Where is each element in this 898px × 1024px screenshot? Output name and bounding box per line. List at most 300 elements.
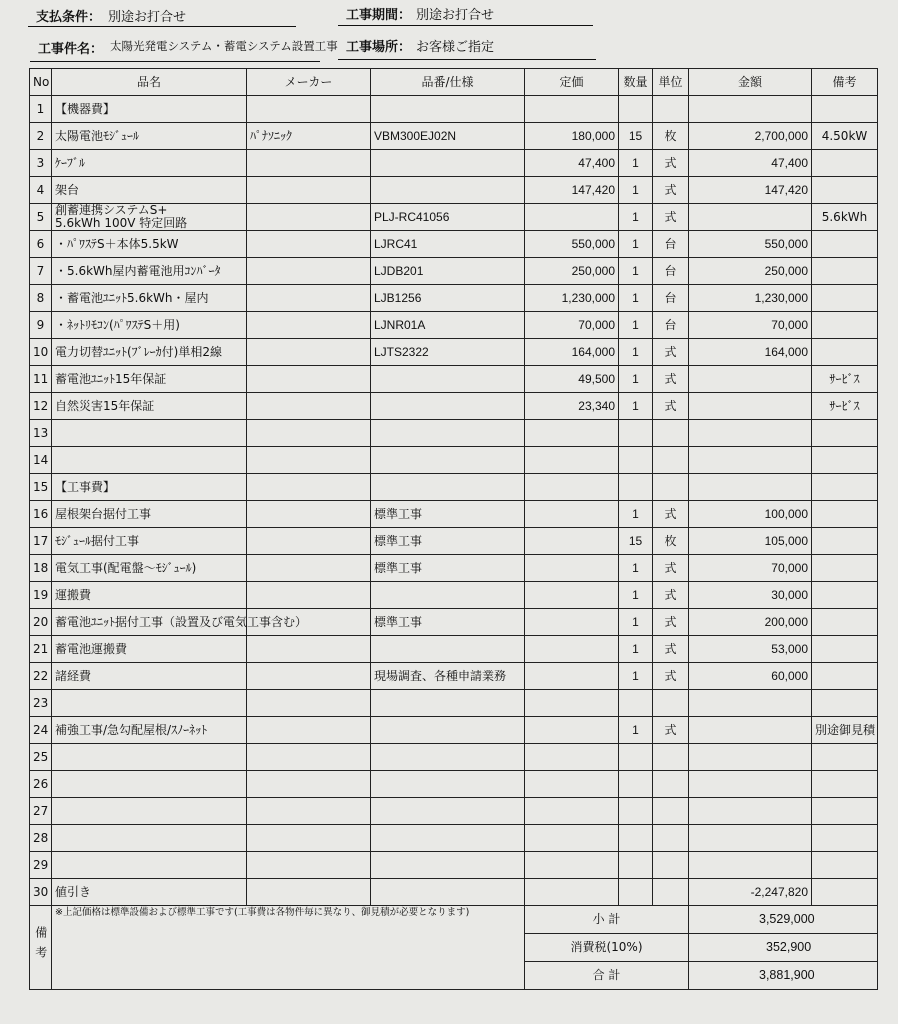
unit [653,420,689,447]
maker [247,204,371,231]
row-number: 19 [30,582,52,609]
row-number: 3 [30,150,52,177]
table-row [30,177,878,204]
list-price [525,663,619,690]
table-row [30,366,878,393]
remarks [812,690,878,717]
part-number [371,798,525,825]
item-name [52,825,247,852]
tax-value: 352,900 [689,934,878,962]
part-number: 現場調査、各種申請業務 [371,663,525,690]
maker [247,879,371,906]
construction-site-label: 工事場所： [346,40,412,55]
column-header-list-price: 定価 [525,69,619,96]
part-number [371,447,525,474]
part-number [371,420,525,447]
maker [247,177,371,204]
quantity [619,744,653,771]
list-price [525,528,619,555]
amount [689,771,812,798]
list-price: 23,340 [525,393,619,420]
remarks-label-cell [30,906,52,990]
part-number: 標準工事 [371,528,525,555]
list-price: 250,000 [525,258,619,285]
row-number: 13 [30,420,52,447]
table-row [30,474,878,501]
amount: 60,000 [689,663,812,690]
table-row [30,150,878,177]
project-name-label: 工事件名： [38,42,104,57]
table-row [30,717,878,744]
quantity: 15 [619,528,653,555]
table-header-row [30,69,878,96]
unit: 式 [653,204,689,231]
list-price: 164,000 [525,339,619,366]
list-price [525,555,619,582]
list-price [525,501,619,528]
construction-period-value: 別途お打合せ [416,8,495,23]
quantity [619,420,653,447]
item-name [52,771,247,798]
subtotal-value: 3,529,000 [689,906,878,934]
row-number: 11 [30,366,52,393]
amount: 250,000 [689,258,812,285]
table-row [30,555,878,582]
maker [247,528,371,555]
construction-period-label: 工事期間： [346,8,412,23]
quantity [619,690,653,717]
tax-label: 消費税(10%) [525,934,689,962]
amount: 47,400 [689,150,812,177]
remarks [812,798,878,825]
remarks [812,852,878,879]
estimate-table [29,68,878,990]
item-name: 蓄電池ﾕﾆｯﾄ15年保証 [52,366,247,393]
part-number [371,636,525,663]
unit [653,447,689,474]
quantity: 1 [619,231,653,258]
unit: 台 [653,258,689,285]
part-number: LJRC41 [371,231,525,258]
part-number: 標準工事 [371,555,525,582]
part-number [371,879,525,906]
row-number: 14 [30,447,52,474]
item-name-line: 創蓄連携システムS+ [55,203,168,218]
item-name [52,690,247,717]
list-price: 180,000 [525,123,619,150]
subtotal-label: 小 計 [525,906,689,934]
remarks [812,636,878,663]
unit [653,96,689,123]
unit [653,474,689,501]
project-name-value: 太陽光発電システム・蓄電システム設置工事 [110,39,338,53]
list-price [525,636,619,663]
remarks-note-cell [52,906,525,990]
row-number: 2 [30,123,52,150]
item-name: 値引き [52,879,247,906]
item-name: 屋根架台据付工事 [52,501,247,528]
column-header-maker: メーカー [247,69,371,96]
amount [689,447,812,474]
part-number: VBM300EJ02N [371,123,525,150]
unit: 台 [653,285,689,312]
list-price: 70,000 [525,312,619,339]
quantity: 1 [619,717,653,744]
table-row [30,744,878,771]
remarks [812,879,878,906]
row-number: 26 [30,771,52,798]
item-name: 運搬費 [52,582,247,609]
row-number: 12 [30,393,52,420]
remarks [812,231,878,258]
row-number: 23 [30,690,52,717]
maker [247,474,371,501]
remarks [812,177,878,204]
quantity: 1 [619,582,653,609]
quantity [619,771,653,798]
maker [247,366,371,393]
amount [689,852,812,879]
unit: 式 [653,582,689,609]
amount: 70,000 [689,555,812,582]
list-price [525,96,619,123]
row-number: 1 [30,96,52,123]
row-number: 15 [30,474,52,501]
row-number: 18 [30,555,52,582]
item-name: ﾓｼﾞｭｰﾙ据付工事 [52,528,247,555]
table-row [30,123,878,150]
maker [247,690,371,717]
item-name: ｹｰﾌﾞﾙ [52,150,247,177]
remarks [812,582,878,609]
unit [653,744,689,771]
header-underline [338,59,596,60]
table-row [30,798,878,825]
part-number [371,771,525,798]
list-price: 1,230,000 [525,285,619,312]
amount [689,366,812,393]
remarks [812,447,878,474]
amount: 2,700,000 [689,123,812,150]
remarks [812,609,878,636]
unit: 式 [653,555,689,582]
item-name [52,852,247,879]
remarks: 4.50kW [812,123,878,150]
amount [689,420,812,447]
unit [653,825,689,852]
part-number: PLJ-RC41056 [371,204,525,231]
maker [247,582,371,609]
item-name: ・蓄電池ﾕﾆｯﾄ5.6kWh・屋内 [52,285,247,312]
quantity: 1 [619,366,653,393]
maker [247,501,371,528]
item-name: ・5.6kWh屋内蓄電池用ｺﾝﾊﾞｰﾀ [52,258,247,285]
remarks: ｻｰﾋﾞｽ [812,366,878,393]
quantity: 1 [619,312,653,339]
quantity: 1 [619,150,653,177]
row-number: 29 [30,852,52,879]
remarks [812,285,878,312]
list-price [525,879,619,906]
list-price [525,204,619,231]
part-number: LJB1256 [371,285,525,312]
header-underline [338,25,593,26]
part-number [371,852,525,879]
unit: 式 [653,393,689,420]
part-number [371,690,525,717]
row-number: 7 [30,258,52,285]
amount: 147,420 [689,177,812,204]
part-number [371,96,525,123]
unit: 枚 [653,123,689,150]
maker [247,852,371,879]
row-number: 4 [30,177,52,204]
remarks [812,312,878,339]
quantity [619,852,653,879]
quantity: 1 [619,339,653,366]
list-price [525,771,619,798]
row-number: 6 [30,231,52,258]
list-price [525,717,619,744]
table-row [30,96,878,123]
item-name: 【機器費】 [52,96,247,123]
maker [247,96,371,123]
table-row [30,690,878,717]
row-number: 16 [30,501,52,528]
amount: 200,000 [689,609,812,636]
amount [689,825,812,852]
remarks [812,96,878,123]
quantity: 1 [619,609,653,636]
list-price [525,447,619,474]
row-number: 24 [30,717,52,744]
table-row [30,663,878,690]
row-number: 30 [30,879,52,906]
payment-terms-value: 別途お打合せ [108,10,187,25]
part-number [371,717,525,744]
part-number [371,177,525,204]
amount [689,96,812,123]
part-number: 標準工事 [371,501,525,528]
remarks [812,663,878,690]
table-row [30,609,878,636]
amount: 70,000 [689,312,812,339]
unit [653,879,689,906]
remarks [812,501,878,528]
maker: ﾊﾟﾅｿﾆｯｸ [247,123,371,150]
remarks [812,420,878,447]
maker [247,420,371,447]
row-number: 25 [30,744,52,771]
row-number: 28 [30,825,52,852]
remarks [812,771,878,798]
unit: 枚 [653,528,689,555]
part-number: LJDB201 [371,258,525,285]
part-number [371,393,525,420]
remarks [812,555,878,582]
column-header-unit: 単位 [653,69,689,96]
table-row [30,528,878,555]
maker [247,717,371,744]
amount: 53,000 [689,636,812,663]
unit: 式 [653,339,689,366]
quantity: 1 [619,393,653,420]
table-row [30,852,878,879]
table-row [30,582,878,609]
amount [689,690,812,717]
item-name: ・ﾈｯﾄﾘﾓｺﾝ(ﾊﾟﾜｽﾃS＋用) [52,312,247,339]
part-number [371,744,525,771]
item-name [52,204,247,231]
quantity [619,96,653,123]
remarks: 別途御見積 [812,717,878,744]
list-price: 550,000 [525,231,619,258]
table-row [30,258,878,285]
part-number [371,366,525,393]
amount: 550,000 [689,231,812,258]
row-number: 22 [30,663,52,690]
quantity: 1 [619,258,653,285]
column-header-quantity: 数量 [619,69,653,96]
maker [247,447,371,474]
amount [689,393,812,420]
remarks [812,339,878,366]
maker [247,231,371,258]
part-number [371,474,525,501]
unit: 式 [653,663,689,690]
quantity [619,474,653,501]
column-header-item-name: 品名 [52,69,247,96]
quantity: 1 [619,204,653,231]
remarks [812,258,878,285]
row-number: 20 [30,609,52,636]
quantity: 1 [619,663,653,690]
amount: 105,000 [689,528,812,555]
maker [247,798,371,825]
remarks-label: 備考 [33,926,48,967]
quantity [619,879,653,906]
maker [247,258,371,285]
list-price: 47,400 [525,150,619,177]
list-price [525,798,619,825]
column-header-no: No [30,69,52,96]
row-number: 10 [30,339,52,366]
row-number: 21 [30,636,52,663]
maker [247,150,371,177]
table-row [30,285,878,312]
maker [247,285,371,312]
maker [247,393,371,420]
unit: 式 [653,366,689,393]
item-name [52,420,247,447]
remarks [812,150,878,177]
table-row [30,447,878,474]
column-header-amount: 金額 [689,69,812,96]
construction-site-value: お客様ご指定 [416,40,495,55]
unit: 式 [653,636,689,663]
unit: 式 [653,177,689,204]
part-number: LJTS2322 [371,339,525,366]
remarks [812,825,878,852]
table-row [30,231,878,258]
item-name: 架台 [52,177,247,204]
unit [653,852,689,879]
part-number [371,150,525,177]
item-name-line: 5.6kWh 100V 特定回路 [55,216,188,230]
quantity: 1 [619,636,653,663]
list-price [525,474,619,501]
unit: 式 [653,609,689,636]
row-number: 5 [30,204,52,231]
table-row [30,501,878,528]
table-row [30,204,878,231]
quantity: 1 [619,177,653,204]
list-price [525,825,619,852]
table-row [30,312,878,339]
row-number: 17 [30,528,52,555]
table-row [30,636,878,663]
part-number [371,825,525,852]
item-name: 電気工事(配電盤～ﾓｼﾞｭｰﾙ) [52,555,247,582]
column-header-part-number: 品番/仕様 [371,69,525,96]
remarks-note: ※上記価格は標準設備および標準工事です(工事費は各物件毎に異なり、御見積が必要となります) [55,907,470,918]
maker [247,339,371,366]
unit: 式 [653,717,689,744]
quantity [619,798,653,825]
table-row [30,420,878,447]
unit: 台 [653,312,689,339]
amount: 30,000 [689,582,812,609]
row-number: 8 [30,285,52,312]
quantity [619,825,653,852]
amount [689,204,812,231]
total-value: 3,881,900 [689,962,878,990]
quantity: 1 [619,285,653,312]
item-name: ・ﾊﾟﾜｽﾃS＋本体5.5kW [52,231,247,258]
row-number: 9 [30,312,52,339]
list-price: 147,420 [525,177,619,204]
list-price [525,609,619,636]
amount: 100,000 [689,501,812,528]
table-row [30,771,878,798]
item-name: 諸経費 [52,663,247,690]
quantity: 1 [619,501,653,528]
list-price [525,744,619,771]
unit: 式 [653,150,689,177]
list-price: 49,500 [525,366,619,393]
part-number: 標準工事 [371,609,525,636]
amount: 164,000 [689,339,812,366]
item-name: 蓄電池運搬費 [52,636,247,663]
payment-terms-label: 支払条件： [36,10,102,25]
maker [247,555,371,582]
amount [689,798,812,825]
table-row [30,393,878,420]
remarks: ｻｰﾋﾞｽ [812,393,878,420]
item-name [52,798,247,825]
item-name: 補強工事/急勾配屋根/ｽﾉｰﾈｯﾄ [52,717,247,744]
remarks [812,744,878,771]
list-price [525,852,619,879]
table-row [30,879,878,906]
amount [689,717,812,744]
part-number [371,582,525,609]
unit: 式 [653,501,689,528]
header-underline [30,61,320,62]
maker [247,744,371,771]
quantity [619,447,653,474]
part-number: LJNR01A [371,312,525,339]
